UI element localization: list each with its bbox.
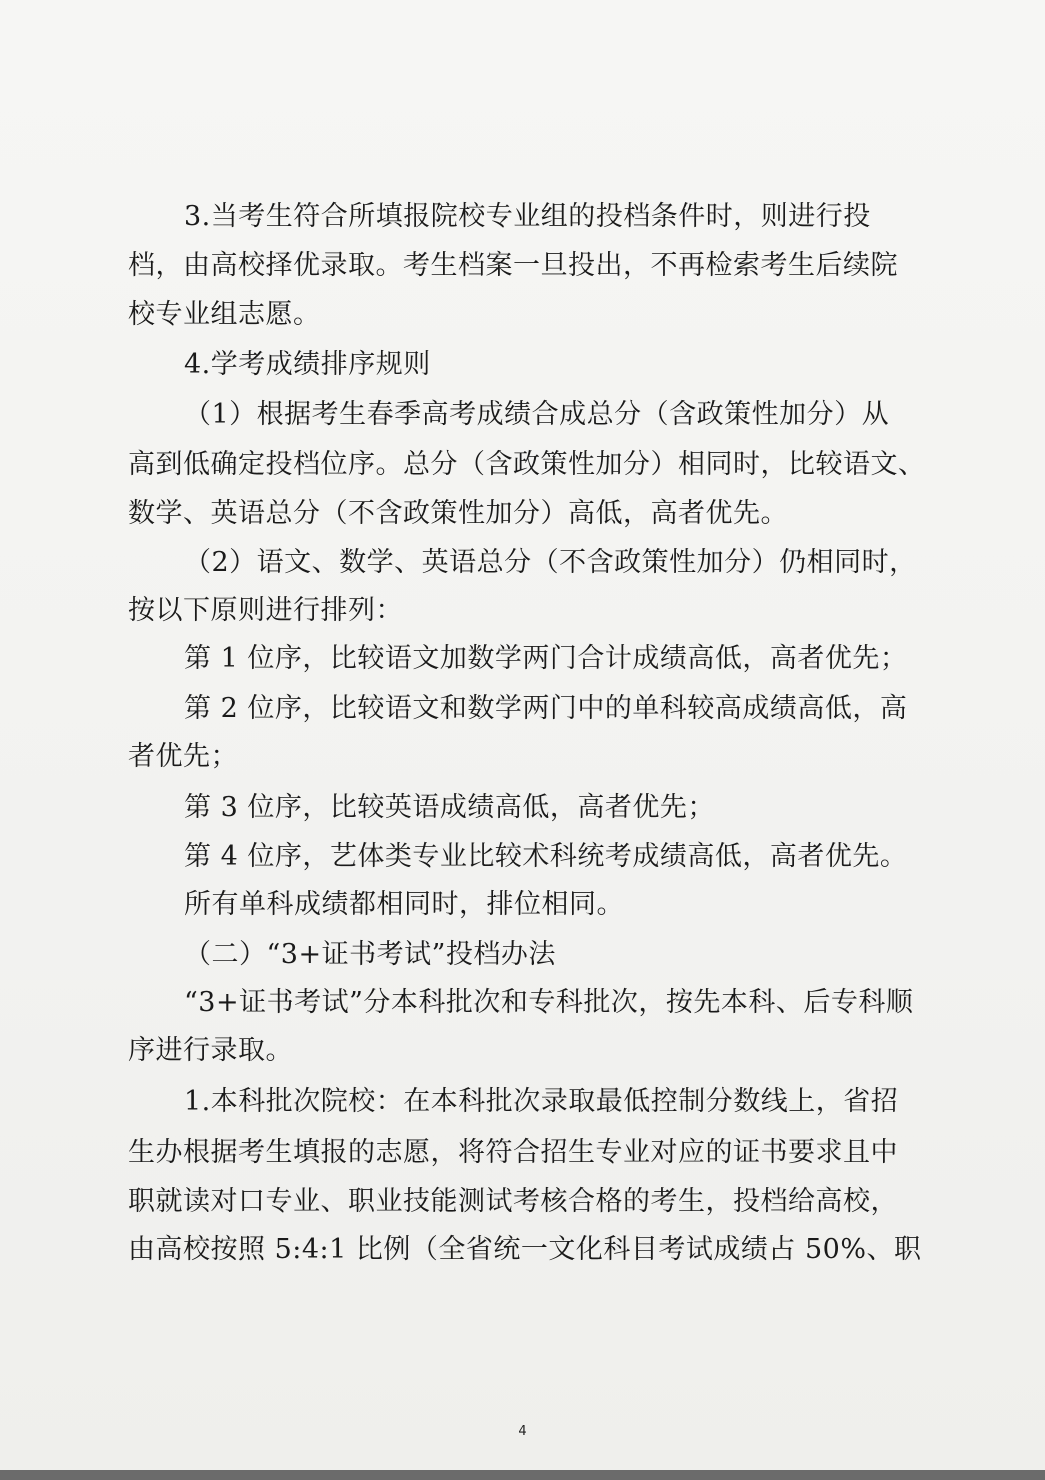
paragraph-line: 第 4 位序，艺体类专业比较术科统考成绩高低，高者优先。 bbox=[184, 841, 908, 872]
paragraph-line: 职就读对口专业、职业技能测试考核合格的考生，投档给高校， bbox=[128, 1186, 898, 1217]
paragraph-line: 第 2 位序，比较语文和数学两门中的单科较高成绩高低，高 bbox=[184, 693, 908, 724]
paragraph-line: 高到低确定投档位序。总分（含政策性加分）相同时，比较语文、 bbox=[128, 449, 926, 480]
paragraph-line: 1.本科批次院校：在本科批次录取最低控制分数线上，省招 bbox=[184, 1086, 899, 1117]
paragraph-line: 第 3 位序，比较英语成绩高低，高者优先； bbox=[184, 792, 715, 823]
paragraph-line: 数学、英语总分（不含政策性加分）高低，高者优先。 bbox=[128, 498, 788, 529]
paragraph-line: 所有单科成绩都相同时，排位相同。 bbox=[184, 889, 624, 920]
paragraph-line: 生办根据考生填报的志愿，将符合招生专业对应的证书要求且中 bbox=[128, 1137, 898, 1168]
paragraph-line: 者优先； bbox=[128, 741, 238, 772]
page-number: 4 bbox=[518, 1424, 527, 1439]
section-heading: 4.学考成绩排序规则 bbox=[184, 349, 431, 380]
paragraph-line: 校专业组志愿。 bbox=[128, 299, 321, 330]
paragraph-line: （1）根据考生春季高考成绩合成总分（含政策性加分）从 bbox=[184, 399, 890, 430]
paragraph-line: “3+证书考试”分本科批次和专科批次，按先本科、后专科顺 bbox=[184, 987, 914, 1018]
section-heading: （二）“3+证书考试”投档办法 bbox=[184, 939, 556, 970]
paragraph-line: 序进行录取。 bbox=[128, 1035, 293, 1066]
paragraph-line: （2）语文、数学、英语总分（不含政策性加分）仍相同时， bbox=[184, 547, 917, 578]
paragraph-line: 第 1 位序，比较语文加数学两门合计成绩高低，高者优先； bbox=[184, 643, 908, 674]
paragraph-line: 档，由高校择优录取。考生档案一旦投出，不再检索考生后续院 bbox=[128, 250, 898, 281]
paragraph-line: 按以下原则进行排列： bbox=[128, 595, 403, 626]
paragraph-line: 3.当考生符合所填报院校专业组的投档条件时，则进行投 bbox=[184, 201, 871, 232]
scan-bottom-edge bbox=[0, 1470, 1045, 1480]
paragraph-line: 由高校按照 5:4:1 比例（全省统一文化科目考试成绩占 50%、职 bbox=[128, 1234, 922, 1265]
